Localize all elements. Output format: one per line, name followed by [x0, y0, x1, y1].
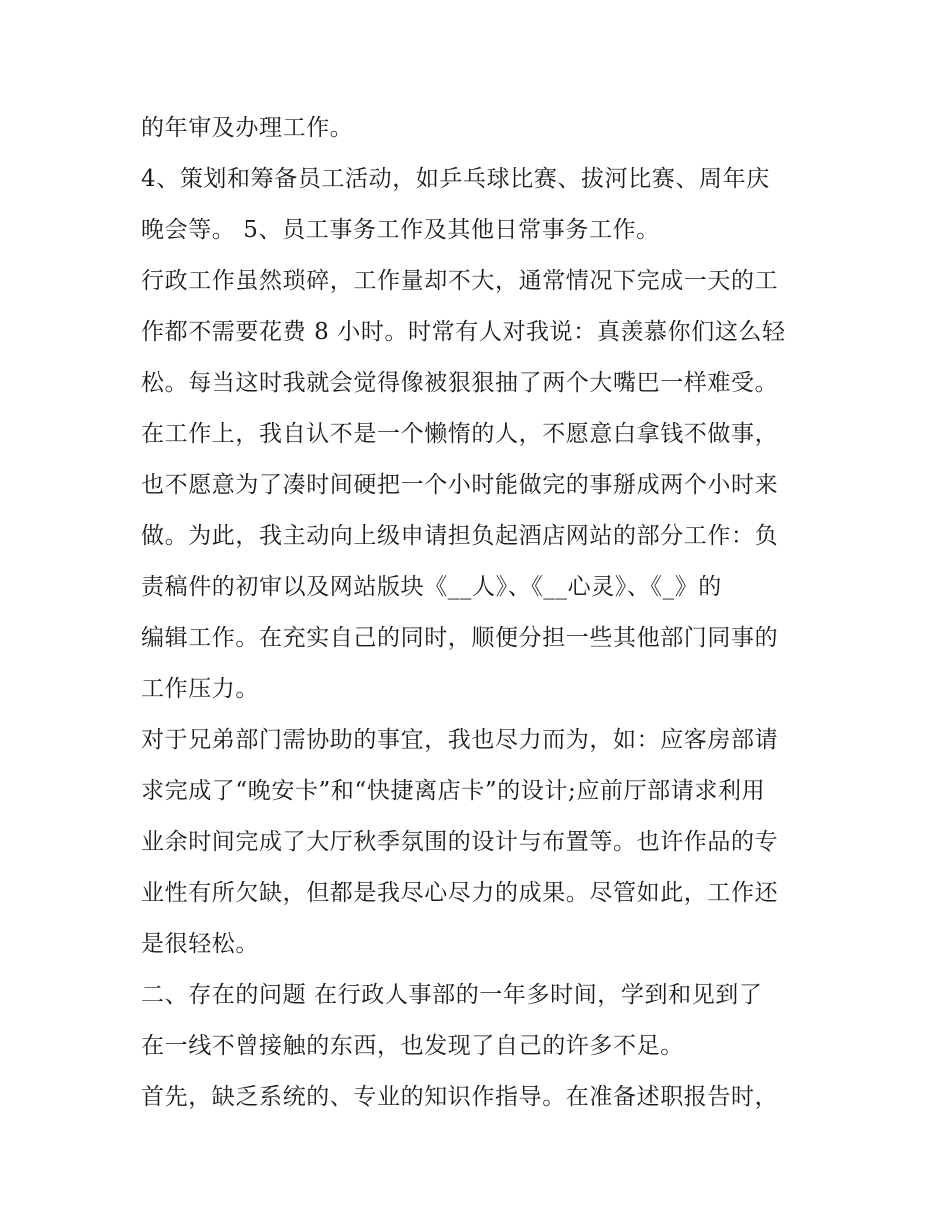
text-line: 编辑工作。在充实自己的同时，顺便分担一些其他部门同事的 — [141, 625, 779, 651]
text-line: 松。每当这时我就会觉得像被狠狠抽了两个大嘴巴一样难受。 — [141, 370, 779, 396]
text-line: 在工作上，我自认不是一个懒惰的人，不愿意白拿钱不做事， — [141, 421, 779, 447]
text-line: 行政工作虽然琐碎，工作量却不大，通常情况下完成一天的工 — [141, 268, 779, 294]
text-line: 工作压力。 — [141, 676, 259, 702]
text-line: 是很轻松。 — [141, 931, 259, 957]
text-line: 求完成了“晚安卡”和“快捷离店卡”的设计;应前厅部请求利用 — [141, 778, 766, 804]
text-line: 在一线不曾接触的东西，也发现了自己的许多不足。 — [141, 1033, 684, 1059]
text-line: 做。为此，我主动向上级申请担负起酒店网站的部分工作：负 — [141, 523, 779, 549]
text-line: 也不愿意为了凑时间硬把一个小时能做完的事掰成两个小时来 — [141, 472, 779, 498]
text-line: 二、存在的问题 在行政人事部的一年多时间，学到和见到了 — [141, 982, 763, 1008]
text-line: 责稿件的初审以及网站版块《__人》、《__心灵》、《_》的 — [141, 574, 722, 600]
text-line: 作都不需要花费 8 小时。时常有人对我说：真羡慕你们这么轻 — [141, 319, 786, 345]
text-line: 业性有所欠缺，但都是我尽心尽力的成果。尽管如此，工作还 — [141, 880, 779, 906]
text-line: 业余时间完成了大厅秋季氛围的设计与布置等。也许作品的专 — [141, 829, 779, 855]
text-line: 4、策划和筹备员工活动，如乒乓球比赛、拔河比赛、周年庆 — [141, 166, 770, 192]
text-line: 晚会等。 5、员工事务工作及其他日常事务工作。 — [141, 217, 660, 243]
text-line: 首先，缺乏系统的、专业的知识作指导。在准备述职报告时， — [141, 1084, 779, 1110]
text-line: 的年审及办理工作。 — [141, 115, 354, 141]
text-line: 对于兄弟部门需协助的事宜，我也尽力而为，如：应客房部请 — [141, 727, 779, 753]
